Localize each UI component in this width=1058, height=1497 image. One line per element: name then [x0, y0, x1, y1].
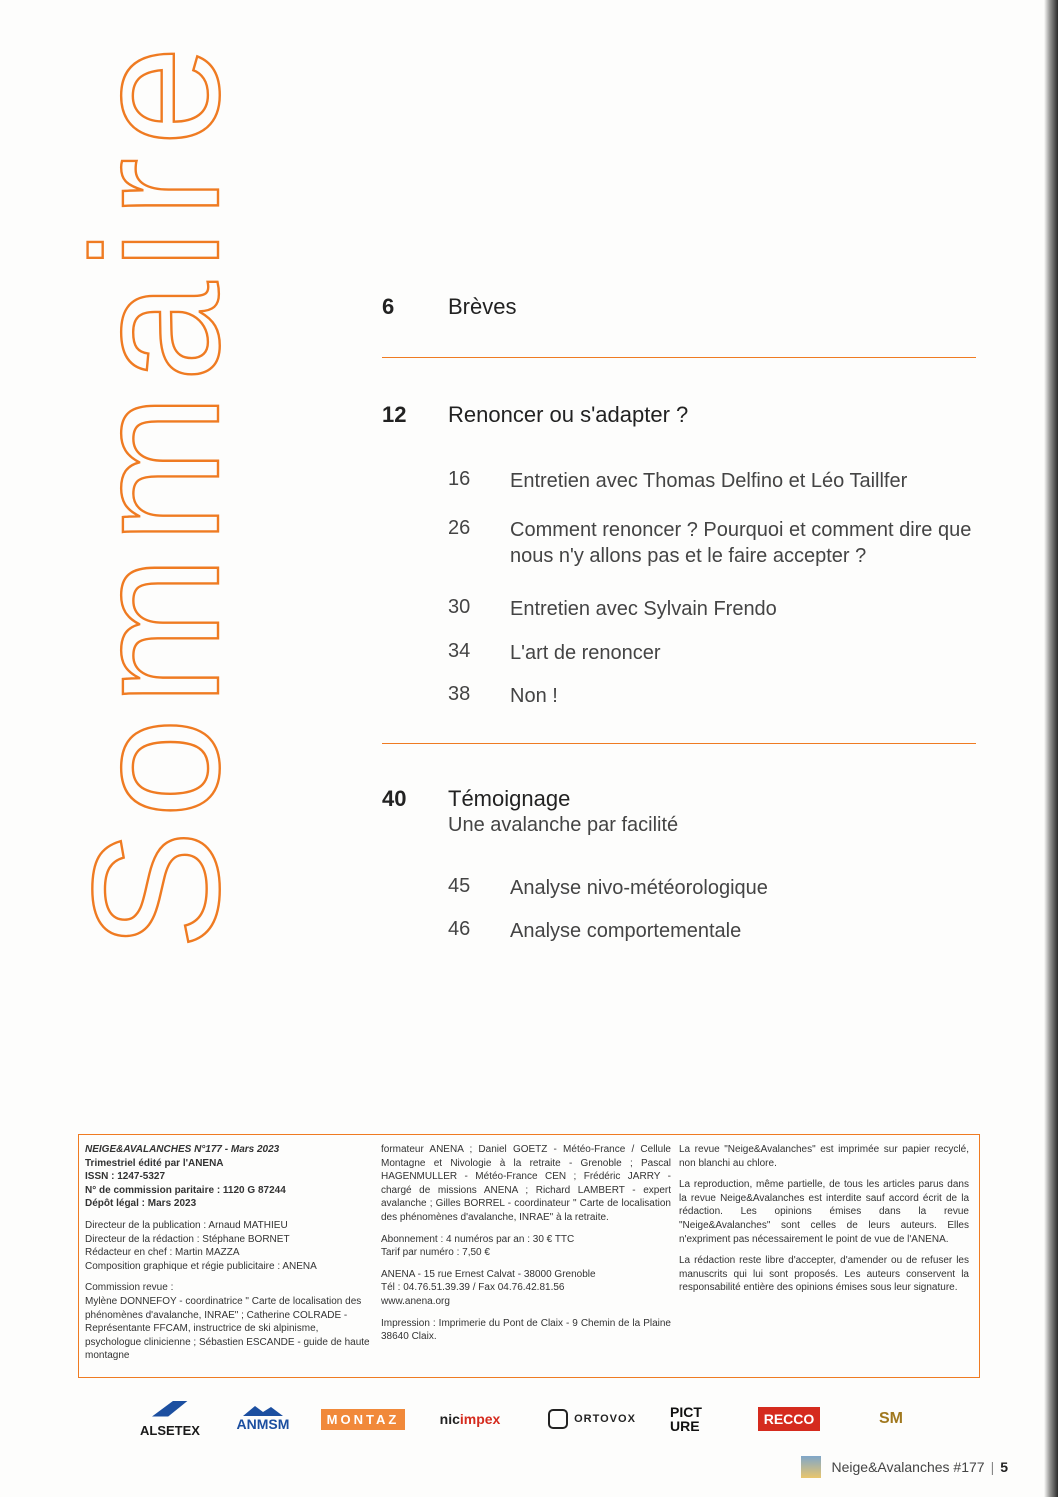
colophon-issn: ISSN : 1247-5327 — [85, 1171, 166, 1183]
entry-title: Comment renoncer ? Pourquoi et comment dire que nous n'y allons pas et le faire accepter ? — [510, 519, 972, 567]
montaz-logo — [318, 1398, 408, 1440]
entry-title: Analyse nivo-météorologique — [510, 877, 768, 899]
entry-page-number: 30 — [448, 596, 471, 618]
page-title-svg — [28, 33, 257, 950]
recco-logo-text: RECCO — [758, 1407, 821, 1431]
recco-logo — [750, 1398, 828, 1440]
footer-page-number: 5 — [1000, 1459, 1008, 1475]
toc-entry[interactable] — [448, 640, 978, 668]
entry-title: Entretien avec Thomas Delfino et Léo Taillfer — [510, 470, 908, 492]
colophon-column-3 — [679, 1143, 969, 1303]
colophon-committee-text-cont: formateur ANENA ; Daniel GOETZ - Météo-France / Cellule Montagne et Nivologie à la retraite - Grenoble ; Pascal HAGENMULLER - Météo-France CEN ; Frédéric JARRY - chargé de missions ANENA ; Richard LAMBERT - expert avalanche ; Gilles BORREL - coordinateur " Carte de localisation des phénomènes d'avalanche, INRAE" à la retraite. — [381, 1144, 671, 1223]
page-title-text: Sommaire — [56, 33, 257, 950]
ortovox-logo-text: ORTOVOX — [574, 1413, 636, 1425]
colophon-column-2 — [381, 1143, 671, 1352]
colophon-director-redaction: Directeur de la rédaction : Stéphane BORNET — [85, 1233, 290, 1245]
colophon-subscription: Abonnement : 4 numéros par an : 30 € TTC — [381, 1233, 575, 1245]
section-divider — [382, 357, 976, 358]
entry-page-number: 46 — [448, 918, 471, 940]
picture-logo-text: PICT URE — [670, 1404, 702, 1434]
colophon-edited-by: Trimestriel édité par l'ANENA — [85, 1157, 224, 1169]
toc-section[interactable] — [382, 294, 982, 324]
entry-page-number: 45 — [448, 875, 471, 897]
entry-page-number: 38 — [448, 683, 471, 705]
entry-title: Non ! — [510, 685, 558, 707]
footer-separator: | — [990, 1459, 995, 1475]
toc-entry[interactable] — [448, 517, 978, 573]
magazine-cover-icon — [801, 1456, 821, 1478]
section-title: Renoncer ou s'adapter ? — [448, 402, 689, 427]
colophon-phone: Tél : 04.76.51.39.39 / Fax 04.76.42.81.56 — [381, 1282, 565, 1294]
alsetex-mark-icon — [152, 1401, 188, 1417]
section-number: 40 — [382, 786, 407, 811]
anmsm-logo — [228, 1398, 298, 1440]
colophon-box — [78, 1134, 980, 1378]
toc-entry[interactable] — [448, 683, 978, 711]
entry-title: L'art de renoncer — [510, 642, 661, 664]
footer-magazine-title: Neige&Avalanches #177 — [831, 1459, 985, 1475]
section-title: Témoignage — [448, 786, 571, 811]
toc-section[interactable] — [382, 402, 982, 432]
toc-section[interactable] — [382, 786, 982, 846]
sm-logo — [846, 1398, 936, 1440]
entry-page-number: 26 — [448, 517, 471, 539]
colophon-price: Tarif par numéro : 7,50 € — [381, 1247, 490, 1259]
page-binding-edge — [1044, 0, 1058, 1497]
impex-logo-text: impex — [459, 1411, 501, 1427]
toc-entry[interactable] — [448, 468, 978, 496]
alsetex-logo-text: ALSETEX — [140, 1422, 200, 1438]
colophon-commission: N° de commission paritaire : 1120 G 87244 — [85, 1184, 286, 1196]
colophon-website: www.anena.org — [381, 1295, 450, 1307]
alsetex-logo — [130, 1398, 210, 1440]
colophon-address: ANENA - 15 rue Ernest Calvat - 38000 Grenoble — [381, 1268, 596, 1280]
colophon-rights: La reproduction, même partielle, de tous les articles parus dans la revue Neige&Avalanches est interdite sauf accord écrit de la rédaction. Les opinions émises dans la revue "Neige&Avalanches" sont celles de leurs auteurs. Elles n'expriment pas nécessairement le point de vue de l'ANENA. — [679, 1179, 969, 1245]
section-title: Brèves — [448, 294, 517, 319]
mountain-peaks-icon — [243, 1406, 283, 1416]
colophon-column-1 — [85, 1143, 373, 1371]
colophon-freedom: La rédaction reste libre d'accepter, d'amender ou de refuser les manuscrits qui lui sont proposés. Les auteurs conservent la responsabilité entière des opinions émises sous leur signature. — [679, 1255, 969, 1294]
picture-logo — [670, 1398, 730, 1440]
colophon-committee-label: Commission revue : — [85, 1282, 174, 1294]
page-title — [28, 33, 257, 950]
colophon-paper: La revue "Neige&Avalanches" est imprimée sur papier recyclé, non blanchi au chlore. — [679, 1144, 969, 1169]
colophon-composition: Composition graphique et régie publicitaire : ANENA — [85, 1260, 317, 1272]
section-number: 6 — [382, 294, 395, 319]
colophon-printing: Impression : Imprimerie du Pont de Claix - 9 Chemin de la Plaine 38640 Claix. — [381, 1317, 671, 1343]
colophon-depot: Dépôt légal : Mars 2023 — [85, 1198, 197, 1210]
section-divider — [382, 743, 976, 744]
colophon-issue: NEIGE&AVALANCHES N°177 - Mars 2023 — [85, 1144, 280, 1155]
montaz-logo-text: MONTAZ — [321, 1409, 406, 1430]
ortovox-mark-icon — [548, 1409, 568, 1429]
toc-entry[interactable] — [448, 918, 978, 946]
entry-title: Entretien avec Sylvain Frendo — [510, 598, 777, 620]
colophon-director-publication: Directeur de la publication : Arnaud MATHIEU — [85, 1219, 288, 1231]
entry-page-number: 16 — [448, 468, 471, 490]
entry-title: Analyse comportementale — [510, 920, 742, 942]
nic-logo-text: nic — [439, 1411, 460, 1427]
section-number: 12 — [382, 402, 407, 427]
nic-impex-logo — [430, 1398, 510, 1440]
sponsor-logos — [130, 1398, 950, 1448]
anmsm-logo-text: ANMSM — [236, 1416, 290, 1432]
section-subtitle: Une avalanche par facilité — [448, 814, 679, 836]
page-footer — [801, 1456, 1008, 1478]
ortovox-logo — [542, 1398, 642, 1440]
sm-logo-text: SM — [879, 1410, 903, 1427]
toc-entry[interactable] — [448, 596, 978, 624]
entry-page-number: 34 — [448, 640, 471, 662]
colophon-committee-text: Mylène DONNEFOY - coordinatrice " Carte de localisation des phénomènes d'avalanche, INRAE" ; Catherine COLRADE - Représentante FFCAM, instructrice de ski alpinisme, psychologue clinicienne ; Sébastien ESCANDE - guide de haute montagne — [85, 1295, 370, 1362]
toc-entry[interactable] — [448, 875, 978, 903]
colophon-editor: Rédacteur en chef : Martin MAZZA — [85, 1247, 240, 1259]
